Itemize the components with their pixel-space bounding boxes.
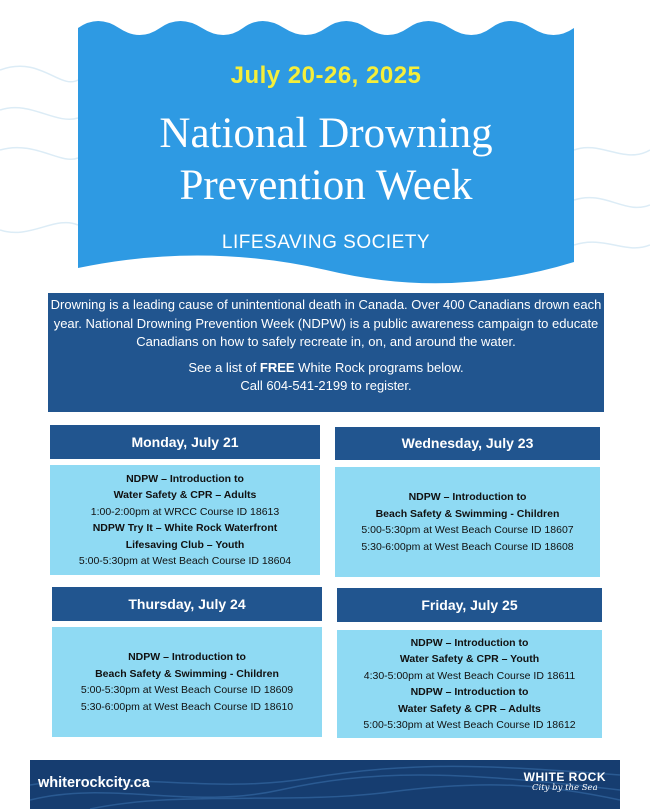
program-title-line: Lifesaving Club – Youth <box>125 538 245 551</box>
event-title <box>78 108 574 212</box>
program-time-line: 4:30-5:00pm at West Beach Course ID 18611 <box>363 669 576 682</box>
day-schedule-thursday <box>52 627 322 737</box>
website-link[interactable]: whiterockcity.ca <box>38 775 150 791</box>
logo-tagline: City by the Sea <box>532 783 598 793</box>
program-title-line: NDPW – Introduction to <box>408 491 527 503</box>
cta-text-after: White Rock programs below. <box>294 359 464 375</box>
day-header-friday: Friday, July 25 <box>337 588 602 622</box>
program-title-line: Water Safety & CPR – Youth <box>399 653 540 665</box>
program-title-line: NDPW Try It – White Rock Waterfront <box>92 522 278 534</box>
cta-free-highlight: FREE <box>259 359 295 375</box>
program-time-line: 1:00-2:00pm at WRCC Course ID 18613 <box>90 505 280 518</box>
program-time-line: 5:00-5:30pm at West Beach Course ID 18607 <box>361 524 574 536</box>
day-header-monday: Monday, July 21 <box>50 425 320 459</box>
program-title-line: NDPW – Introduction to <box>128 651 246 663</box>
program-title-line: Beach Safety & Swimming - Children <box>375 507 560 520</box>
program-time-line: 5:30-6:00pm at West Beach Course ID 18610 <box>80 700 294 713</box>
day-schedule-monday <box>50 465 320 575</box>
intro-panel <box>48 293 604 412</box>
footer-banner <box>30 760 620 809</box>
program-time-line: 5:30-6:00pm at West Beach Course ID 18608 <box>361 540 574 553</box>
cta-text-before: See a list of <box>188 359 260 375</box>
white-rock-logo <box>524 770 606 793</box>
program-time-line: 5:00-5:30pm at West Beach Course ID 18604 <box>78 555 292 567</box>
day-schedule-wednesday <box>335 467 600 577</box>
intro-paragraph: Drowning is a leading cause of unintentional death in Canada. Over 400 Canadians drown each year. National Drowning Prevention Week (NDPW) is a public awareness campaign to educate Canadians on how to safely recreate in, on, and around the water. <box>50 297 602 349</box>
call-to-action <box>48 359 604 396</box>
event-title-line-2: Prevention Week <box>179 162 473 209</box>
program-title-line: NDPW – Introduction to <box>126 472 244 485</box>
program-title-line: Beach Safety & Swimming - Children <box>95 667 279 680</box>
hero-banner <box>78 0 574 288</box>
event-dates: July 20-26, 2025 <box>230 62 422 89</box>
logo-wordmark: WHITE ROCK <box>523 770 606 784</box>
cta-phone-line: Call 604-541-2199 to register. <box>240 378 412 393</box>
program-title-line: Water Safety & CPR – Adults <box>113 489 257 501</box>
program-title-line: Water Safety & CPR – Adults <box>398 702 541 715</box>
event-title-line-1: National Drowning <box>159 110 493 157</box>
program-time-line: 5:00-5:30pm at West Beach Course ID 18612 <box>363 719 576 731</box>
day-schedule-friday <box>337 630 602 738</box>
program-time-line: 5:00-5:30pm at West Beach Course ID 18609 <box>80 684 294 696</box>
organization-name: LIFESAVING SOCIETY <box>221 232 431 253</box>
day-header-wednesday: Wednesday, July 23 <box>335 427 600 460</box>
program-title-line: NDPW – Introduction to <box>410 636 529 649</box>
program-title-line: NDPW – Introduction to <box>410 686 529 698</box>
day-header-thursday: Thursday, July 24 <box>52 587 322 621</box>
